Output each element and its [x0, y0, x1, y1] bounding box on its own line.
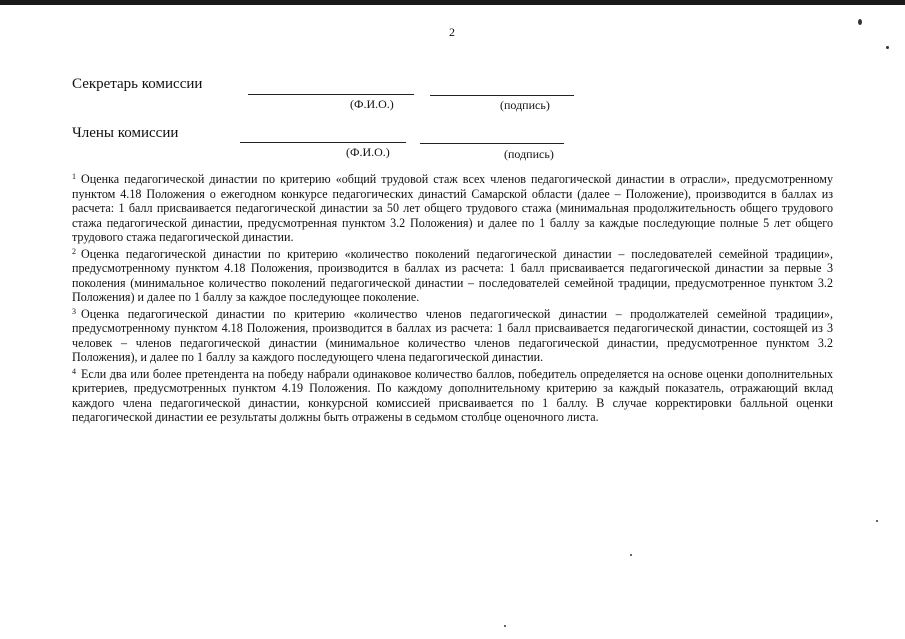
footnote-text: Если два или более претендента на победу набрали одинаковое количество баллов, победитель определяется на основе оценки дополнительных критериев, предусмотренных пунктом 4.19 Положения. По каждому дополнительному критерию за каждый показатель, отражающий вклад каждого члена педагогической династии, конкурсной комиссией присваивается по 1 баллу. В случае корректировки балльной оценки педагогической династии ее результаты должны быть отражены в седьмом столбце оценочного листа. [72, 366, 833, 424]
scan-speck [858, 19, 862, 25]
scan-speck [630, 554, 632, 556]
members-label: Члены комиссии [72, 125, 179, 141]
footnote-marker: 4 [72, 366, 76, 376]
secretary-name-caption: (Ф.И.О.) [350, 97, 394, 111]
footnote-marker: 2 [72, 246, 76, 256]
scan-speck [504, 625, 506, 627]
footnote-marker: 3 [72, 306, 76, 316]
footnote-marker: 1 [72, 172, 76, 181]
secretary-name-line [248, 94, 414, 95]
footnote-1 [72, 170, 833, 245]
scan-speck [886, 46, 889, 49]
scan-speck [876, 520, 878, 522]
members-signature-line [420, 143, 564, 144]
members-signature-caption: (подпись) [504, 147, 554, 161]
footnote-text: Оценка педагогической династии по критерию «общий трудовой стаж всех членов педагогической династии в отрасли», предусмотренному пунктом 4.18 Положения о ежегодном конкурсе педагогических династий Самарской области (далее – Положение), производится в баллах из расчета: 1 балл присваивается педагогической династии за 50 лет общего трудового стажа (минимальная продолжительность общего трудового стажа педагогической династии, предусмотренная пунктом 3.2 Положения) и далее по 1 баллу за каждые последующие полные 5 лет общего трудового стажа педагогической династии. [72, 172, 833, 244]
footnote-text: Оценка педагогической династии по критерию «количество членов педагогической династии – продолжателей семейной традиции», предусмотренному пунктом 4.18 Положения, производится в баллах из расчета: 1 балл присваивается педагогической династии, состоящей из 3 человек – членов педагогической династии (минимальное количество членов педагогической династии, предусмотренное пунктом 3.2 Положения), и далее по 1 баллу за каждого последующего члена педагогической династии. [72, 306, 833, 364]
members-name-caption: (Ф.И.О.) [346, 145, 390, 159]
footnote-3 [72, 305, 833, 365]
page-number: 2 [449, 25, 455, 39]
secretary-signature-caption: (подпись) [500, 98, 550, 112]
footnote-2 [72, 245, 833, 305]
scan-top-border [0, 0, 905, 5]
secretary-label: Секретарь комиссии [72, 76, 203, 92]
members-name-line [240, 142, 406, 143]
footnote-4 [72, 365, 833, 425]
footnotes [72, 170, 833, 425]
footnote-text: Оценка педагогической династии по критерию «количество поколений педагогической династии – последователей семейной традиции», предусмотренному пунктом 4.18 Положения, производится в баллах из расчета: 1 балл присваивается педагогической династии за первые 3 поколения (минимальное количество поколений педагогической династии – последователей семейной традиции, предусмотренное пунктом 3.2 Положения) и далее по 1 баллу за каждое последующее поколение. [72, 246, 833, 304]
secretary-signature-line [430, 95, 574, 96]
